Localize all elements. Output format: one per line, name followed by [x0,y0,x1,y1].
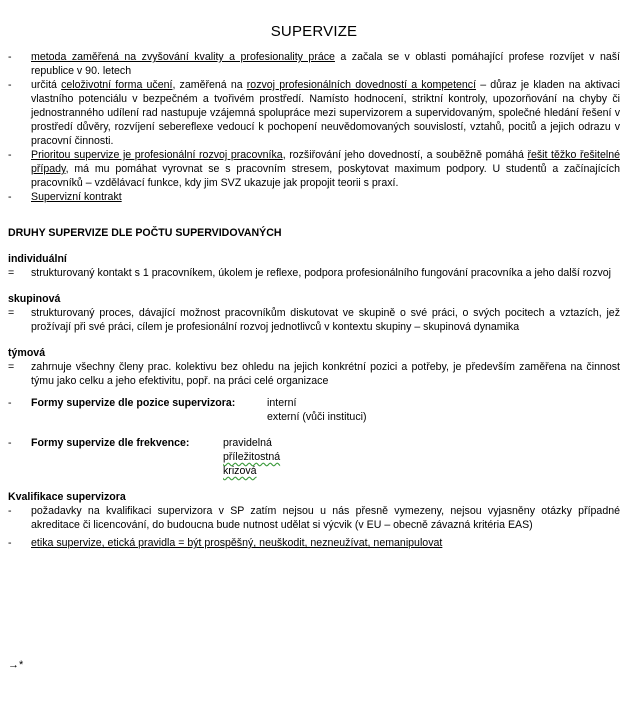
equals-mark: = [8,267,15,279]
druh-name: týmová [8,347,46,359]
equals-mark: = [8,361,15,373]
intro-item [8,148,620,190]
bullet-mark: - [8,397,12,409]
text-span: Prioritou supervize je profesionální rozvoj pracovníka [31,149,283,161]
section-heading: DRUHY SUPERVIZE DLE POČTU SUPERVIDOVANÝCH [8,227,282,239]
text-span: strukturovaný proces, dávající možnost pracovníkům diskutovat ve skupině o své práci, o svých pocitech a vztazích, jež prožívají při své práci, cílem je profesionální rozvoj jednotlivců v kontextu skupiny – skupinová dynamika [31,307,620,333]
formy-frekvence-row [8,436,620,478]
form-value: pravidelná [223,437,272,449]
text-span: určitá [31,79,62,91]
text-span: , rozšiřování jeho dovedností, a souběžně pomáhá [282,149,528,161]
kvalifikace-item [8,504,620,532]
formy-pozice-row [8,396,620,424]
form-value: krizová [223,465,257,477]
text-span: , má mu pomáhat vyrovnat se s pracovním stresem, poskytovat maximum podpory. U studentů a začínajících pracovníků – vzdělávací funkce, kdy jim SVZ ukazuje jak propojit teorii s praxí. [31,163,620,189]
bullet-mark: - [8,149,12,161]
text-span: etika supervize, etická pravidla = být prospěšný, neuškodit, nezneužívat, nemanipulovat [31,537,443,549]
druh-definition [8,306,620,334]
intro-list [8,50,620,204]
bullet-mark: - [8,437,12,449]
form-value: externí (vůči instituci) [267,411,367,423]
equals-mark: = [8,307,15,319]
druh-name: skupinová [8,293,61,305]
druh-name: individuální [8,253,67,265]
text-span: Supervizní kontrakt [31,191,122,203]
text-span: a začala se v oblasti pomáhající profese rozvíjet v naší republice v 90. letech [31,51,620,77]
text-span: – důraz je kladen na aktivaci vlastního potenciálu v bezpečném a tvořivém prostředí. Namísto hodnocení, striktní kontroly, upozorňování na chyby či jednostranného udílení rad nastupuje vzájemná spolupráce mezi supervizorem a supervidovaným, společné hledání řešení v prostředí důvěry, rozvíjení sebereflexe vedoucí k pochopení neuvědomovaných souvislostí, vztahů, pocitů a jejich odrazu v pracovní činnosti. [31,79,620,147]
bullet-mark: - [8,51,12,63]
intro-item [8,50,620,78]
formy-pozice-values [267,396,367,424]
text-span: celoživotní forma učení [61,79,173,91]
section-heading: Kvalifikace supervizora [8,491,126,503]
bullet-mark: - [8,79,12,91]
text-span: požadavky na kvalifikaci supervizora v SP zatím nejsou u nás přesně vymezeny, nejsou vyjasněny otázky případné akreditace či licencování, do budoucna bude nutnost udělat si výcvik (v EU – obecně závazná kritéria EAS) [31,505,620,531]
intro-item [8,190,620,204]
intro-item [8,78,620,148]
bullet-mark: - [8,191,12,203]
druh-block [8,252,620,280]
document-page [8,22,620,550]
footer-arrow: →* [8,659,24,671]
text-span: rozvoj profesionálních dovedností a kompetencí [246,79,477,91]
druh-block [8,346,620,388]
text-span: , zaměřená na [172,79,247,91]
text-span: strukturovaný kontakt s 1 pracovníkem, úkolem je reflexe, podpora profesionálního fungování pracovníka a jeho další rozvoj [31,267,612,279]
form-value: příležitostná [223,451,281,463]
text-span: metoda zaměřená na zvyšování kvality a profesionality práce [31,51,335,63]
text-span: zahrnuje všechny členy prac. kolektivu bez ohledu na jejich konkrétní pozici a potřeby, je především zaměřena na činnost týmu jako celku a jeho efektivitu, popř. na práci celé organizace [31,361,620,387]
druh-block [8,292,620,334]
document-title: SUPERVIZE [270,23,358,40]
bullet-mark: - [8,537,12,549]
text-span: řešit těžko řešitelné případy [31,149,620,175]
kvalifikace-item [8,536,620,550]
druhy-list [8,252,620,388]
formy-pozice-label: Formy supervize dle pozice supervizora: [31,397,236,409]
formy-frekvence-label: Formy supervize dle frekvence: [31,437,190,449]
druh-definition [8,266,620,280]
bullet-mark: - [8,505,12,517]
form-value: interní [267,397,297,409]
formy-frekvence-values [223,436,280,478]
kvalifikace-list [8,504,620,550]
druh-definition [8,360,620,388]
